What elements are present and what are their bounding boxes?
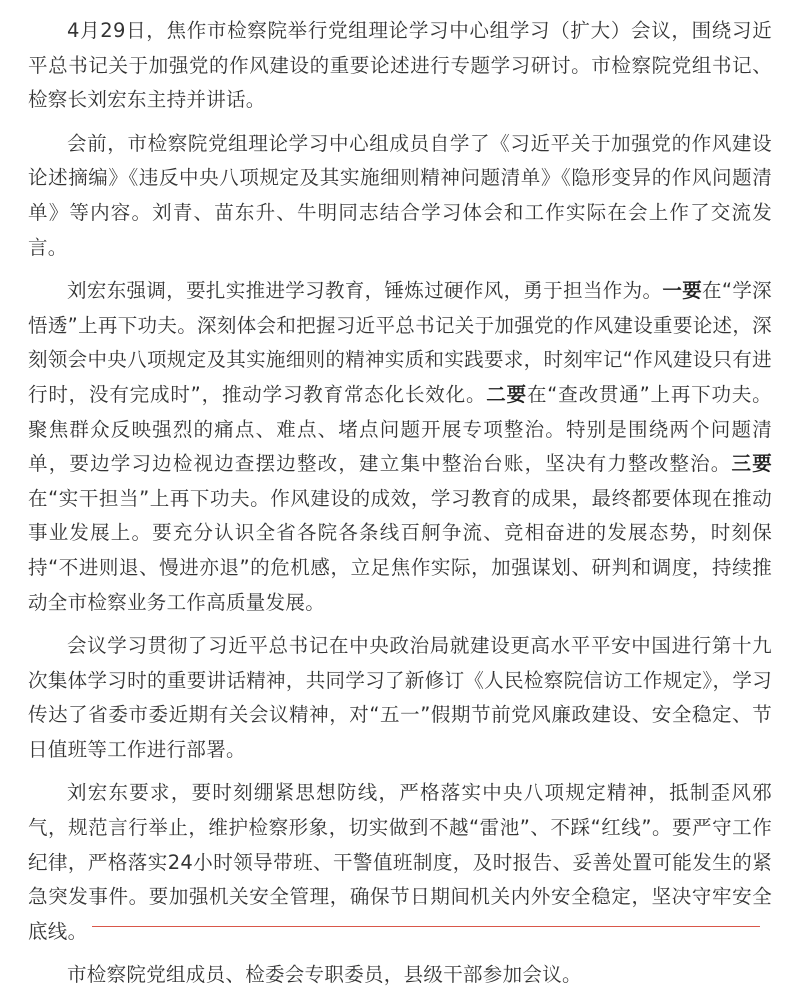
footer-divider — [92, 926, 760, 927]
paragraph-requirements: 刘宏东要求，要时刻绷紧思想防线，严格落实中央八项规定精神，抵制歪风邪气，规范言行举止，维护检察形象，切实做到不越“雷池”、不踩“红线”。要严守工作纪律，严格落实24小时领导带班、干警值班制度，及时报告、妥善处置可能发生的紧急突发事件。要加强机关安全管理，确保节日期间机关内外安全稳定，坚决守牢安全底线。 — [28, 781, 772, 943]
point-2-label: 二要 — [486, 382, 527, 406]
paragraph-study-spirit: 会议学习贯彻了习近平总书记在中央政治局就建设更高水平平安中国进行第十九次集体学习时的重要讲话精神，共同学习了新修订《人民检察院信访工作规定》，学习传达了省委市委近期有关会议精神，对“五一”假期节前党风廉政建设、安全稳定、节日值班等工作进行部署。 — [28, 634, 772, 761]
point-1-label: 一要 — [662, 279, 703, 303]
article-body — [28, 14, 772, 1002]
emphasis-intro: 刘宏东强调，要扎实推进学习教育，锤炼过硬作风，勇于担当作为。 — [67, 279, 663, 303]
point-3-label: 三要 — [731, 452, 772, 476]
point-1-text: 在“学深悟透”上再下功夫。深刻体会和把握习近平总书记关于加强党的作风建设重要论述，深刻领会中央八项规定及其实施细则的精神实质和实践要求，时刻牢记“作风建设只有进行时，没有完成时”，推动学习教育常态化长效化。 — [28, 279, 772, 406]
point-2-text: 在“查改贯通”上再下功夫。聚焦群众反映强烈的痛点、难点、堵点问题开展专项整治。特别是围绕两个问题清单，要边学习边检视边查摆边整改，建立集中整治台账，坚决有力整改整治。 — [28, 382, 772, 476]
paragraph-meeting-intro: 4月29日，焦作市检察院举行党组理论学习中心组学习（扩大）会议，围绕习近平总书记关于加强党的作风建设的重要论述进行专题学习研讨。市检察院党组书记、检察长刘宏东主持并讲话。 — [28, 19, 772, 112]
paragraph-pre-meeting-study: 会前，市检察院党组理论学习中心组成员自学了《习近平关于加强党的作风建设论述摘编》《违反中央八项规定及其实施细则精神问题清单》《隐形变异的作风问题清单》等内容。刘青、苗东升、牛明同志结合学习体会和工作实际在会上作了交流发言。 — [28, 131, 772, 259]
point-3-text: 在“实干担当”上再下功夫。作风建设的成效，学习教育的成果，最终都要体现在推动事业发展上。要充分认识全省各院各条线百舸争流、竞相奋进的发展态势，时刻保持“不进则退、慢进亦退”的危机感，立足焦作实际，加强谋划、研判和调度，持续推动全市检察业务工作高质量发展。 — [28, 486, 772, 614]
paragraph-emphasis — [28, 274, 772, 620]
paragraph-attendees: 市检察院党组成员、检委会专职委员，县级干部参加会议。 — [67, 963, 582, 987]
